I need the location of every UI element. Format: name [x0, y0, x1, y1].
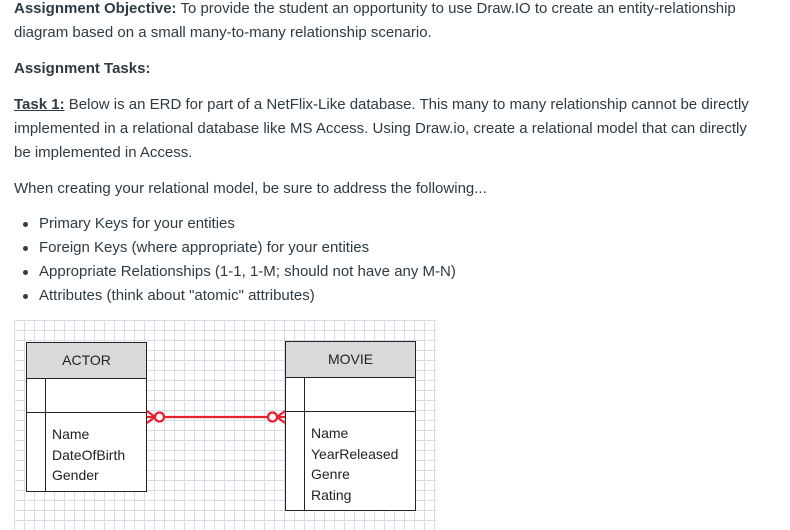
bullet-icon [23, 294, 28, 299]
objective-text-line1: To provide the student an opportunity to use Draw.IO to create an entity-relationship [180, 0, 736, 17]
bullet-icon [23, 270, 28, 275]
erd-diagram [14, 320, 436, 530]
actor-attribute: Gender [52, 467, 99, 483]
objective-text-line2: diagram based on a small many-to-many relationship scenario. [14, 24, 432, 41]
movie-attribute: Genre [311, 466, 350, 482]
list-item: Primary Keys for your entities [14, 212, 456, 236]
actor-attribute: Name [52, 426, 90, 442]
list-item: Foreign Keys (where appropriate) for your entities [14, 236, 456, 260]
task1-text-line1: Below is an ERD for part of a NetFlix-Like database. This many to many relationship cannot be directly [68, 96, 749, 113]
objective-paragraph [14, 0, 736, 21]
actor-zero-circle [155, 413, 164, 422]
tasks-heading: Assignment Tasks: [14, 60, 151, 77]
movie-attribute: Name [311, 425, 349, 441]
actor-attribute: DateOfBirth [52, 446, 126, 463]
bullet-icon [23, 246, 28, 251]
task1-paragraph [14, 93, 749, 117]
instructions-intro: When creating your relational model, be sure to address the following... [14, 180, 487, 197]
task1-text-line2: implemented in a relational database like MS Access. Using Draw.io, create a relational model that can directly [14, 120, 747, 137]
list-item: Appropriate Relationships (1-1, 1-M; should not have any M-N) [14, 260, 456, 284]
many-to-many-relationship [14, 320, 436, 530]
list-item: Attributes (think about "atomic" attributes) [14, 284, 456, 308]
task1-text-line3: be implemented in Access. [14, 144, 193, 161]
movie-attribute: Rating [311, 486, 352, 503]
bullet-icon [23, 222, 28, 227]
movie-attribute: YearReleased [311, 445, 399, 462]
task1-label: Task 1: [14, 96, 65, 113]
requirements-list [14, 212, 456, 308]
relationship-line [147, 411, 285, 423]
objective-label: Assignment Objective: [14, 0, 177, 17]
actor-entity-title: ACTOR [27, 343, 146, 379]
movie-entity-title: MOVIE [286, 342, 415, 378]
movie-zero-circle [268, 413, 277, 422]
